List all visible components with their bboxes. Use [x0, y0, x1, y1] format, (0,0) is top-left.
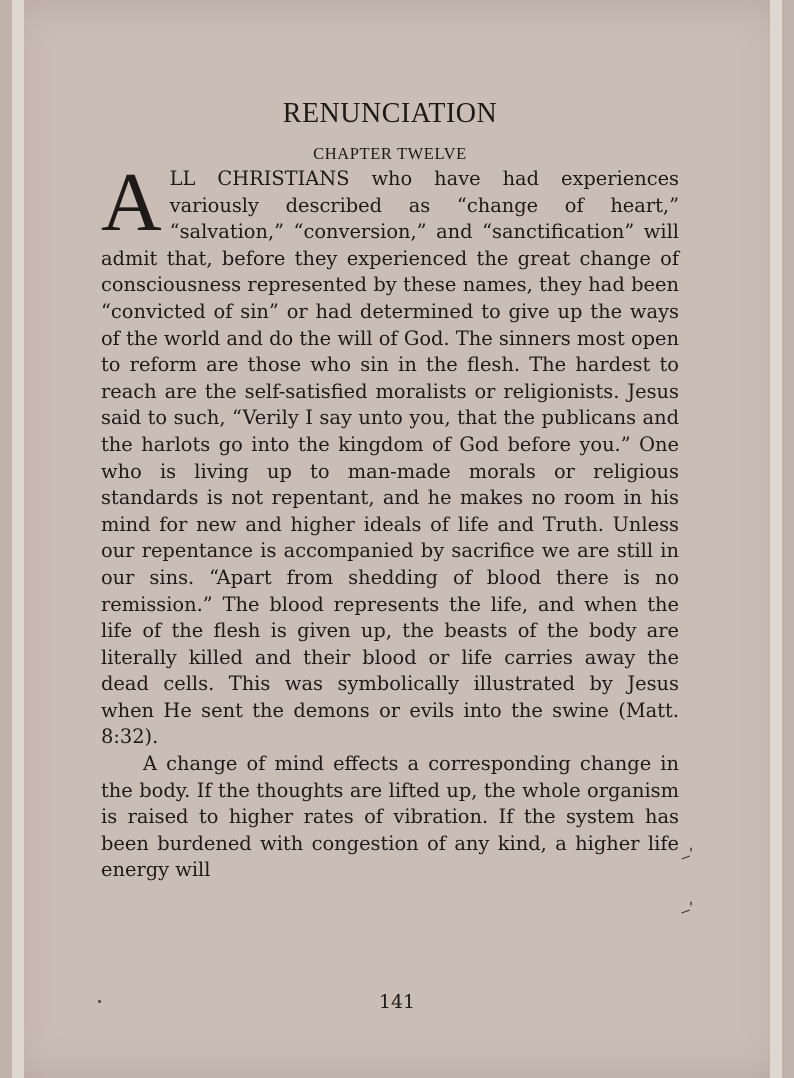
paragraph-1-text: LL CHRISTIANS who have had experiences variously described as “change of heart,” “salvation,” “conversion,” and “sanctification” will admit that, before they experienced the great change of consciousness represented by these names, they had been “convicted of sin” or had determined to give up the ways of the world and do the will of God. The sinners most open to reform are those who sin in the flesh. The hardest to reach are the self-satisfied moralists or religionists. Jesus said to such, “Verily I say unto you, that the publicans and the harlots go into the kingdom of God before you.” One who is living up to man-made morals or religious standards is not repentant, and he makes no room in his mind for new and higher ideals of life and Truth. Unless our repentance is accompanied by sacrifice we are still in our sins. “Apart from shedding of blood there is no remission.” The blood represents the life, and when the life of the flesh is given up, the beasts of the body are literally killed and their blood or life carries away the dead cells. This was symbolically illustrated by Jesus when He sent the demons or evils into the swine (Matt. 8:32).	[101, 167, 679, 749]
page-content	[101, 96, 679, 884]
pencil-mark-icon: ‒’	[677, 897, 699, 922]
drop-cap: A	[101, 156, 162, 249]
paragraph-2: A change of mind effects a corresponding change in the body. If the thoughts are lifted up, the whole organism is raised to higher rates of vibration. If the system has been burdened with congestion of any kind, a higher life energy will	[101, 752, 679, 882]
pencil-mark-icon: ‒’	[677, 843, 699, 868]
book-page	[12, 0, 782, 1078]
page-right-margin	[770, 0, 782, 1078]
page-number: 141	[378, 991, 416, 1013]
chapter-heading: CHAPTER TWELVE	[313, 144, 467, 163]
chapter-title: RENUNCIATION	[282, 98, 498, 129]
paragraph-1	[101, 156, 679, 751]
page-left-margin	[12, 0, 24, 1078]
